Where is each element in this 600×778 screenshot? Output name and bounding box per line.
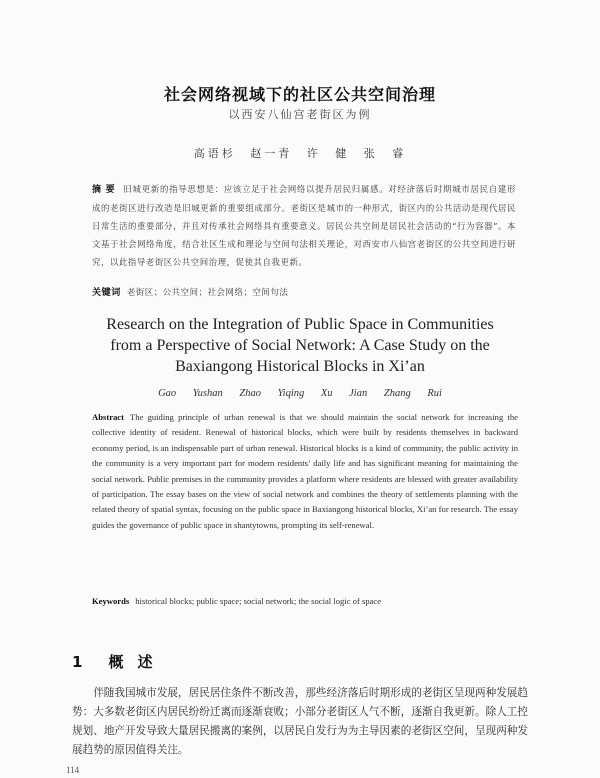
chinese-authors: 高语杉 赵一青 许 健 张 睿 (193, 147, 407, 160)
author-3: Xu Jian (320, 388, 368, 399)
english-abstract-text: The guiding principle of urban renewal is that we should maintain the social network for increasing the collective identity of resident. Renewal of historical blocks, which were built by residents themselves in backward economy period, is an indispensable part of urban renewal. Historical blocks is a kind of community, the public activity in the community is a very important part for modern residents’ daily life and has significant meaning for maintaining the social network. Public premises in the community provides a platform where residents are blessed with greater availability of participation. The essay bases on the view of social network and combines the theory of settlements planning with the related theory of spatial syntax, focusing on the public space in Baxiangong historical blocks, Xi’an for research. The essay guides the governance of public space in shantytowns, prompting its self-renewal. (92, 412, 518, 530)
chinese-keywords-text: 老街区；公共空间；社会网络；空间句法 (126, 287, 289, 297)
section-body: 伴随我国城市发展，居民居住条件不断改善，那些经济落后时期形成的老街区呈现两种发展趋势：大多数老街区内居民纷纷迁离而逐渐衰败；小部分老街区人气不断，逐渐自我更新。除人工控规划、地产开发导致大量居民搬离的案例，以居民自发行为为主导因素的老街区空间，呈现两种发展趋势的原因值得关注。 (72, 687, 528, 756)
english-keywords (92, 596, 518, 606)
page-number: 114 (66, 765, 80, 775)
chinese-abstract (92, 180, 516, 271)
english-title-line-1: Research on the Integration of Public Space in Communities (106, 316, 494, 333)
english-abstract (92, 410, 518, 533)
english-keywords-text: historical blocks; public space; social network; the social logic of space (135, 596, 382, 606)
chinese-subtitle: 以西安八仙宫老街区为例 (228, 108, 372, 121)
english-title-line-2: from a Perspective of Social Network: A Case Study on the (110, 337, 490, 354)
chinese-keywords (92, 284, 516, 301)
author-1: Gao Yushan (158, 388, 223, 399)
chinese-title: 社会网络视域下的社区公共空间治理 (163, 85, 436, 104)
english-title (0, 314, 600, 377)
english-title-line-3: Baxiangong Historical Blocks in Xi’an (175, 358, 425, 375)
section-title: 概述 (108, 653, 167, 671)
author-4: Zhang Rui (383, 388, 442, 399)
section-heading (72, 651, 166, 672)
chinese-abstract-text: 旧城更新的指导思想是：应该立足于社会网络以提升居民归属感。对经济落后时期城市居民自建形成的老街区进行改造是旧城更新的重要组成部分。老街区是城市的一种形式，街区内的公共活动是现代居民日常生活的重要部分，并且对传承社会网络具有重要意义。居民公共空间是居民社会活动的“行为容器”。本文基于社会网络角度，结合社区生成和理论与空间句法相关理论，对西安市八仙宫老街区的公共空间进行研究，以此指导老街区公共空间治理，促使其自我更新。 (92, 184, 517, 267)
author-2: Zhao Yiqing (239, 388, 305, 399)
english-keywords-label: Keywords (92, 596, 130, 606)
chinese-abstract-label: 摘 要 (92, 185, 116, 195)
chinese-keywords-label: 关键词 (92, 288, 121, 298)
english-authors (0, 388, 600, 399)
english-abstract-label: Abstract (92, 412, 124, 422)
section-number: 1 (72, 653, 83, 671)
